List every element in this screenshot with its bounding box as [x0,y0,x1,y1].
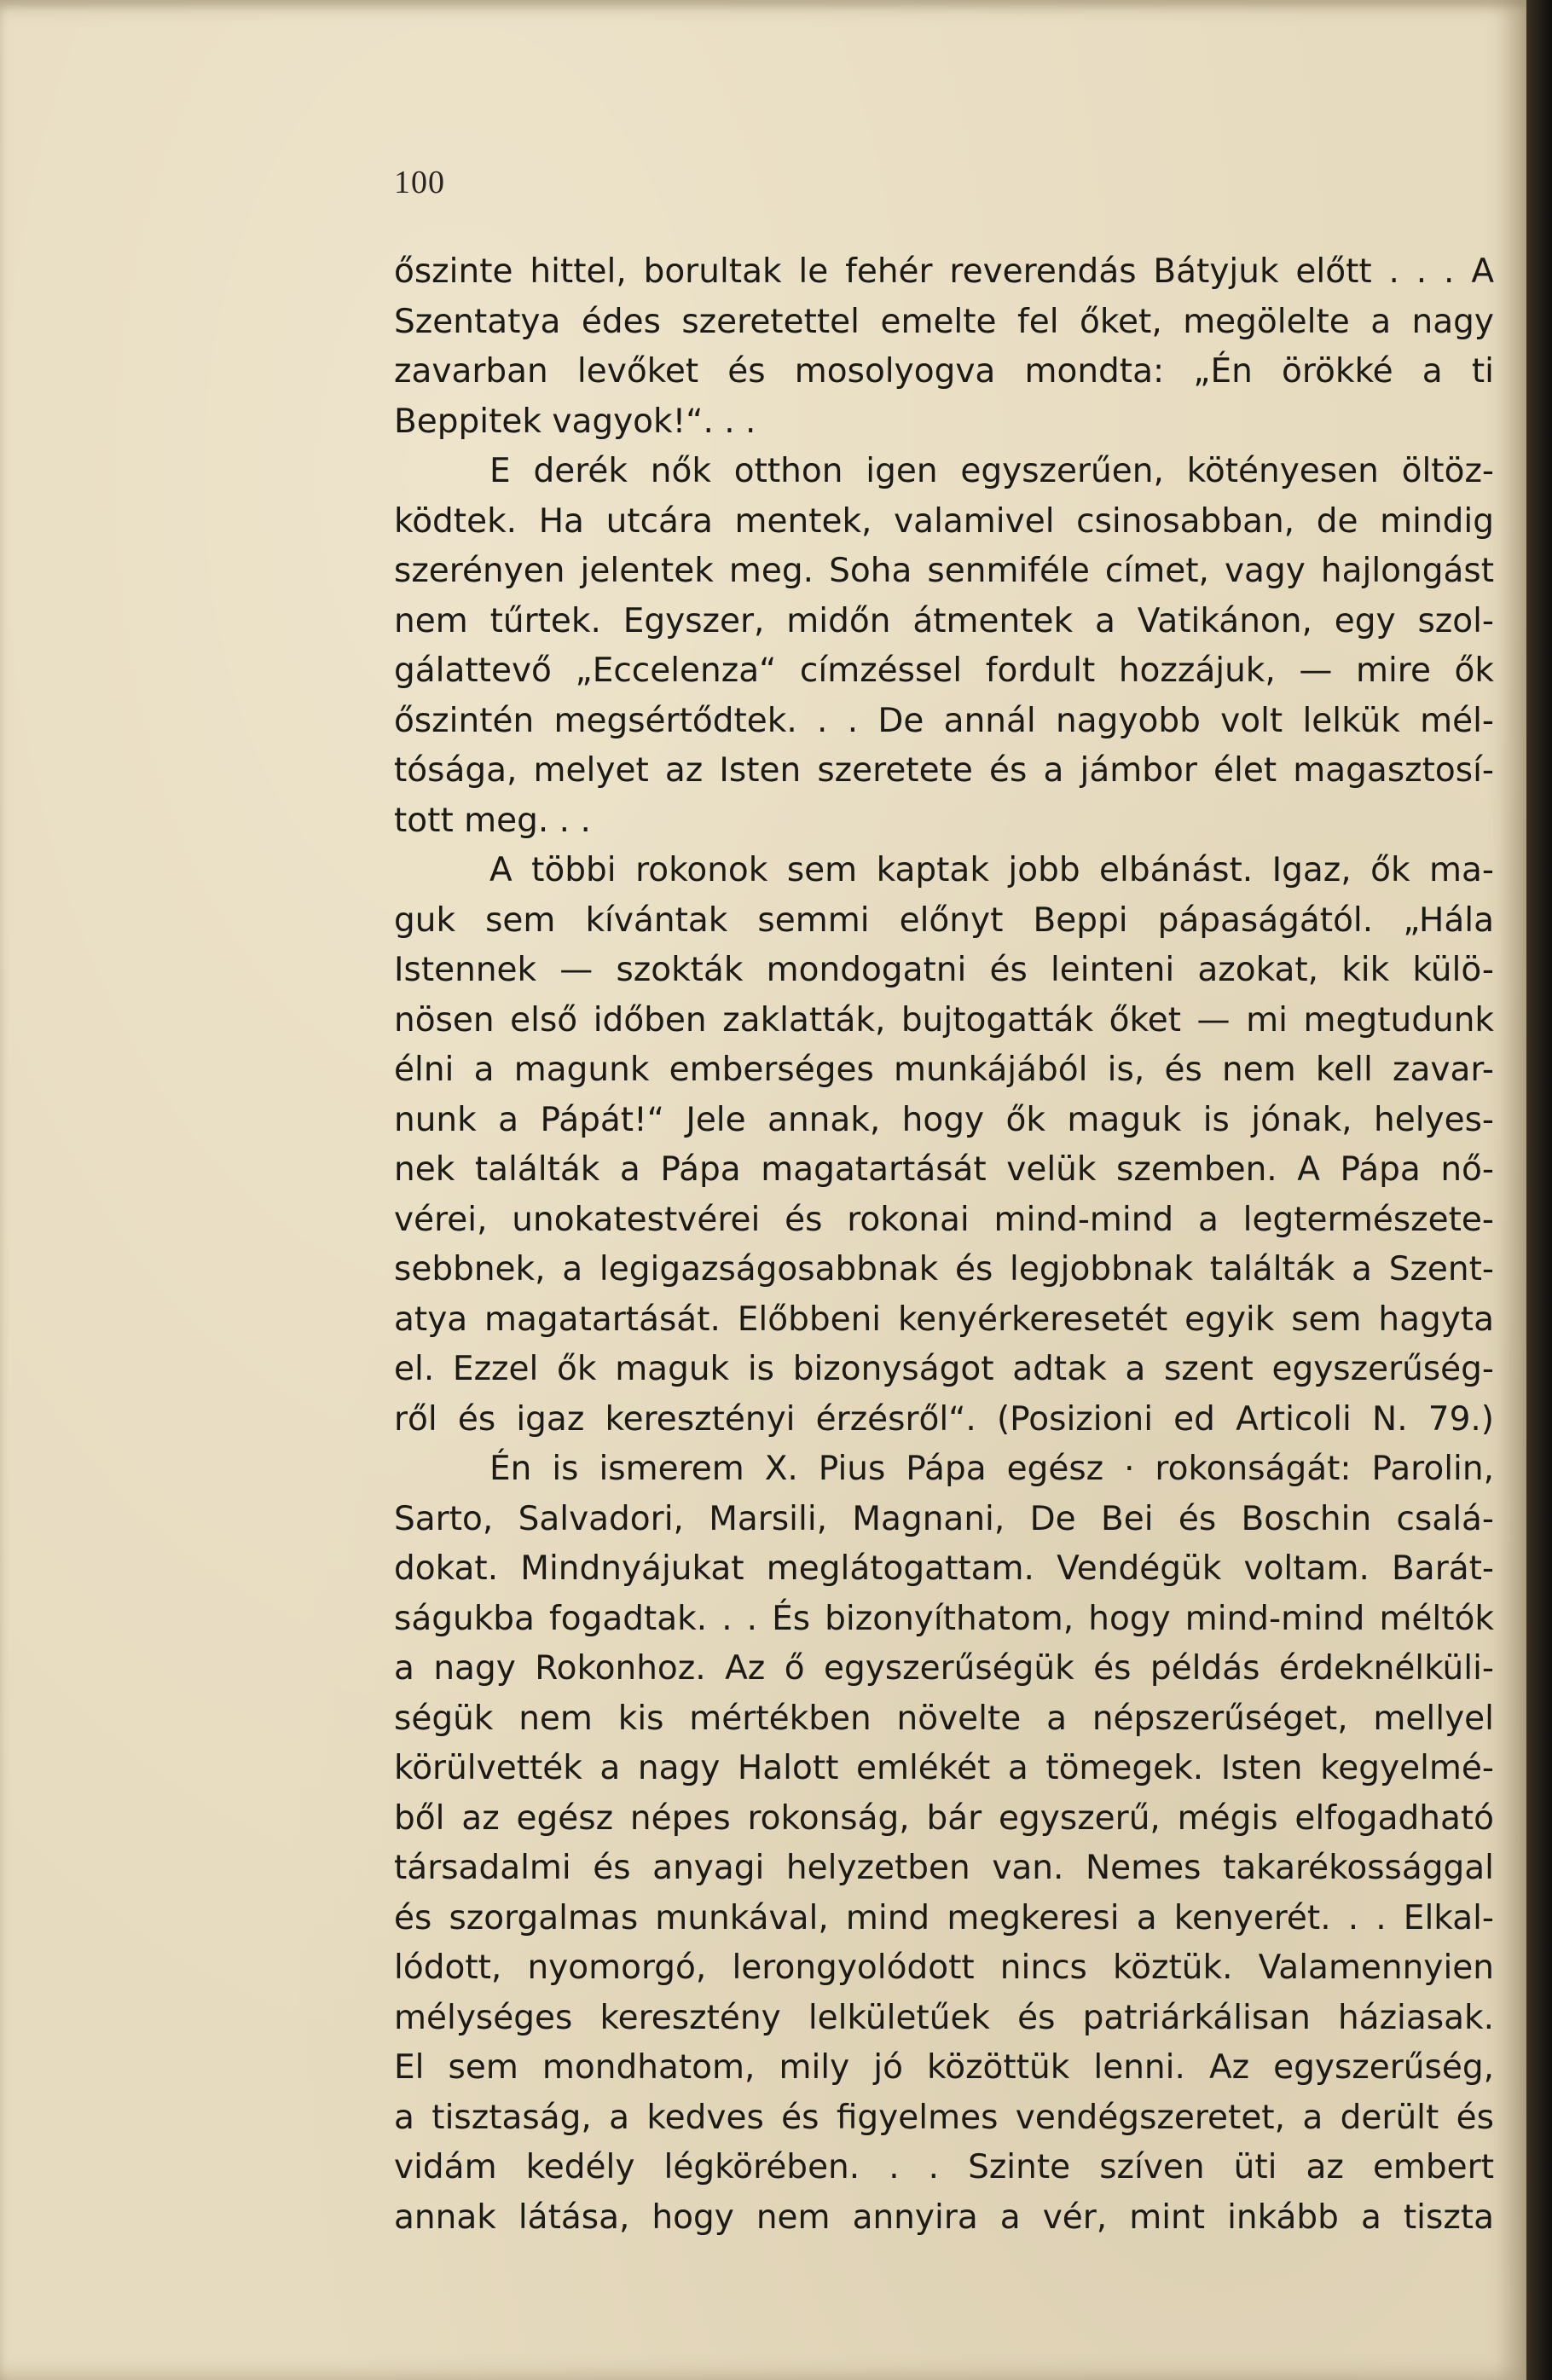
text-line: őszinte hittel, borultak le fehér reverendás Bátyjuk előtt . . . A [394,252,1494,291]
text-line: tósága, melyet az Isten szeretete és a jámbor élet magasztosí- [394,751,1494,790]
page-number: 100 [394,165,445,200]
text-line: guk sem kívántak semmi előnyt Beppi pápaságától. „Hála [394,900,1494,940]
text-line: mélységes keresztény lelkületűek és patriárkálisan háziasak. [394,1998,1494,2037]
text-line: Én is ismerem X. Pius Pápa egész · rokonságát: Parolin, [489,1450,1494,1488]
text-line: Istennek — szokták mondogatni és leinteni azokat, kik külö- [394,951,1494,989]
text-line: dokat. Mindnyájukat meglátogattam. Vendégük voltam. Barát- [394,1549,1494,1588]
text-line: nek találták a Pápa magatartását velük szemben. A Pápa nő- [394,1150,1494,1189]
page-edge-shadow [1526,0,1552,2380]
text-line: őszintén megsértődtek. . . De annál nagyobb volt lelkük mél- [394,701,1494,740]
text-line: Sarto, Salvadori, Marsili, Magnani, De Bei és Boschin csalá- [394,1499,1494,1538]
text-line: A többi rokonok sem kaptak jobb elbánást. Igaz, ők ma- [489,851,1494,889]
text-line: nem tűrtek. Egyszer, midőn átmentek a Vatikánon, egy szol- [394,601,1494,640]
text-line: a tisztaság, a kedves és figyelmes vendégszeretet, a derült és [394,2098,1494,2137]
text-line: szerényen jelentek meg. Soha senmiféle címet, vagy hajlongást [394,552,1494,590]
text-line: tott meg. . . [394,801,591,840]
text-line: atya magatartását. Előbbeni kenyérkeresetét egyik sem hagyta [394,1300,1494,1339]
text-line: sebbnek, a legigazságosabbnak és legjobbnak találták a Szent- [394,1250,1494,1288]
text-line: élni a magunk emberséges munkájából is, és nem kell zavar- [394,1051,1494,1089]
text-line: ködtek. Ha utcára mentek, valamivel csinosabban, de mindig [394,501,1494,541]
text-line: ségük nem kis mértékben növelte a népszerűséget, mellyel [394,1699,1494,1738]
text-line: vidám kedély légkörében. . . Szinte szíven üti az embert [394,2148,1494,2186]
text-line: a nagy Rokonhoz. Az ő egyszerűségük és példás érdeknélküli- [394,1649,1494,1688]
text-line: vérei, unokatestvérei és rokonai mind-mind a legtermészete- [394,1200,1494,1239]
text-line: társadalmi és anyagi helyzetben van. Nemes takarékossággal [394,1849,1494,1887]
text-line: nunk a Pápát!“ Jele annak, hogy ők maguk is jónak, helyes- [394,1100,1494,1139]
text-line: El sem mondhatom, mily jó közöttük lenni. Az egyszerűség, [394,2048,1494,2087]
text-line: gálattevő „Eccelenza“ címzéssel fordult hozzájuk, — mire ők [394,651,1494,690]
text-line: annak látása, hogy nem annyira a vér, mint inkább a tiszta [394,2198,1494,2237]
text-line: E derék nők otthon igen egyszerűen, kötényesen öltöz- [489,452,1494,490]
text-line: Szentatya édes szeretettel emelte fel őket, megölelte a nagy [394,302,1494,341]
body-text [394,247,1494,2243]
text-line: el. Ezzel ők maguk is bizonyságot adtak a szent egyszerűség- [394,1350,1494,1388]
text-line: körülvették a nagy Halott emlékét a tömegek. Isten kegyelmé- [394,1749,1494,1787]
text-line: nösen első időben zaklatták, bujtogatták őket — mi megtudunk [394,1000,1494,1039]
text-line: ről és igaz keresztényi érzésről“. (Posizioni ed Articoli N. 79.) [394,1399,1494,1439]
text-line: ságukba fogadtak. . . És bizonyíthatom, hogy mind-mind méltók [394,1599,1494,1638]
text-line: és szorgalmas munkával, mind megkeresi a kenyerét. . . Elkal- [394,1898,1494,1937]
text-line: ből az egész népes rokonság, bár egyszerű, mégis elfogadható [394,1798,1494,1838]
text-line: lódott, nyomorgó, lerongyolódott nincs köztük. Valamennyien [394,1949,1494,1987]
text-line: Beppitek vagyok!“. . . [394,402,756,441]
text-line: zavarban levőket és mosolyogva mondta: „Én örökké a ti [394,352,1494,391]
